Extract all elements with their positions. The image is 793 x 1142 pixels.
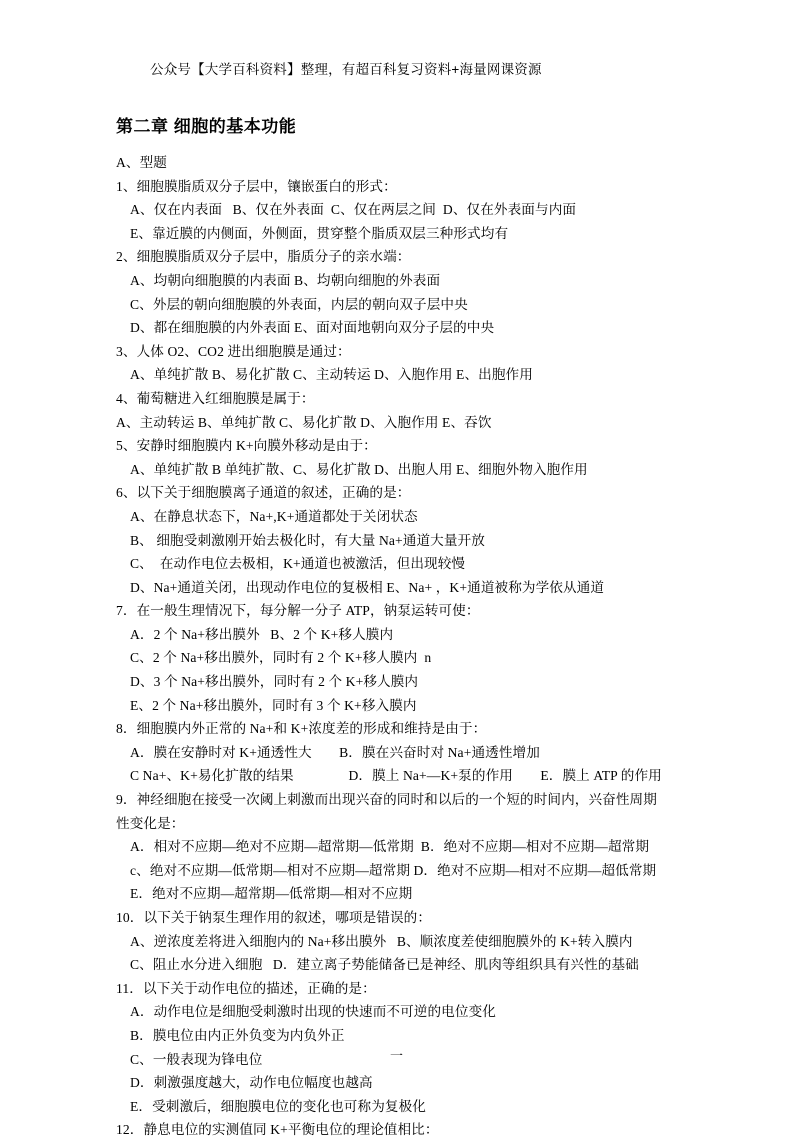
- question-list: [116, 151, 713, 1142]
- document-line: A、主动转运 B、单纯扩散 C、易化扩散 D、入胞作用 E、吞饮: [116, 414, 492, 430]
- document-line: 6、以下关于细胞膜离子通道的叙述，正确的是：: [116, 485, 411, 501]
- document-line: C Na+、K+易化扩散的结果 D．膜上 Na+—K+泵的作用 E．膜上 ATP 的作用: [130, 768, 662, 784]
- document-line: A．相对不应期—绝对不应期—超常期—低常期 B．绝对不应期—相对不应期—超常期: [130, 839, 650, 855]
- document-line: A、单纯扩散 B、易化扩散 C、主动转运 D、入胞作用 E、出胞作用: [130, 367, 533, 383]
- document-line: 2、细胞膜脂质双分子层中，脂质分子的亲水端：: [116, 249, 411, 265]
- document-line: 9．神经细胞在接受一次阈上刺激而出现兴奋的同时和以后的一个短的时间内，兴奋性周期: [116, 792, 657, 808]
- document-line: 8．细胞膜内外正常的 Na+和 K+浓度差的形成和维持是由于：: [116, 721, 487, 737]
- document-line: 1、细胞膜脂质双分子层中，镶嵌蛋白的形式：: [116, 178, 397, 194]
- document-line: B、 细胞受刺激刚开始去极化时，有大量 Na+通道大量开放: [130, 532, 485, 548]
- document-line: 3、人体 O2、CO2 进出细胞膜是通过：: [116, 343, 351, 359]
- document-line: B．膜电位由内正外负变为内负外正: [130, 1027, 345, 1043]
- document-line: 7．在一般生理情况下，每分解一分子 ATP，钠泵运转可使：: [116, 603, 480, 619]
- document-line: 10．以下关于钠泵生理作用的叙述，哪项是错误的：: [116, 910, 432, 925]
- document-line: C、外层的朝向细胞膜的外表面，内层的朝向双子层中央: [130, 296, 468, 312]
- document-line: D、Na+通道关闭，出现动作电位的复极相 E、Na+ ，K+通道被称为学依从通道: [130, 579, 605, 595]
- document-line: D、3 个 Na+移出膜外，同时有 2 个 K+移人膜内: [130, 674, 419, 690]
- document-line: E．受刺激后，细胞膜电位的变化也可称为复极化: [130, 1098, 426, 1114]
- document-line: A、型题: [116, 155, 167, 170]
- document-line: E．绝对不应期—超常期—低常期—相对不应期: [130, 886, 413, 902]
- page-footer-mark: 一: [389, 1048, 403, 1063]
- document-line: E、2 个 Na+移出膜外，同时有 3 个 K+移入膜内: [130, 697, 417, 713]
- document-line: A、均朝向细胞膜的内表面 B、均朝向细胞的外表面: [130, 272, 441, 288]
- document-line: E、靠近膜的内侧面，外侧面，贯穿整个脂质双层三种形式均有: [130, 225, 509, 241]
- document-line: A．膜在安静时对 K+通透性大 B．膜在兴奋时对 Na+通透性增加: [130, 744, 540, 760]
- document-line: 5、安静时细胞膜内 K+向膜外移动是由于：: [116, 438, 377, 454]
- document-line: C、 在动作电位去极相，K+通道也被激活，但出现较慢: [130, 556, 466, 572]
- document-line: C、2 个 Na+移出膜外，同时有 2 个 K+移人膜内 n: [130, 650, 432, 666]
- page-title: 第二章 细胞的基本功能: [116, 117, 297, 136]
- document-line: A．2 个 Na+移出膜外 B、2 个 K+移人膜内: [130, 626, 394, 642]
- document-line: 4、葡萄糖进入红细胞膜是属于：: [116, 390, 315, 406]
- document-line: C、一般表现为锋电位: [130, 1051, 263, 1067]
- document-line: 12．静息电位的实测值同 K+平衡电位的理论值相比：: [116, 1122, 439, 1138]
- document-line: C、阻止水分进入细胞 D．建立离子势能储备已是神经、肌肉等组织具有兴性的基础: [130, 957, 639, 973]
- document-line: 11．以下关于动作电位的描述，正确的是：: [116, 980, 376, 996]
- document-line: A、在静息状态下，Na+,K+通道都处于关闭状态: [130, 508, 418, 524]
- document-line: A、逆浓度差将进入细胞内的 Na+移出膜外 B、顺浓度差使细胞膜外的 K+转入膜内: [130, 933, 633, 949]
- document-line: A．动作电位是细胞受刺激时出现的快速而不可逆的电位变化: [130, 1004, 496, 1020]
- document-line: D、都在细胞膜的内外表面 E、面对面地朝向双分子层的中央: [130, 320, 495, 336]
- document-line: A、仅在内表面 B、仅在外表面 C、仅在两层之间 D、仅在外表面与内面: [130, 202, 577, 218]
- document-line: c、绝对不应期—低常期—相对不应期—超常期 D．绝对不应期—相对不应期—超低常期: [130, 862, 657, 878]
- watermark-text: 公众号【大学百科资料】整理，有超百科复习资料+海量网课资源: [150, 62, 542, 77]
- document-line: 性变化是：: [116, 815, 185, 831]
- document-line: A、单纯扩散 B 单纯扩散、C、易化扩散 D、出胞人用 E、细胞外物入胞作用: [130, 461, 588, 477]
- document-line: D．刺激强度越大，动作电位幅度也越高: [130, 1075, 373, 1091]
